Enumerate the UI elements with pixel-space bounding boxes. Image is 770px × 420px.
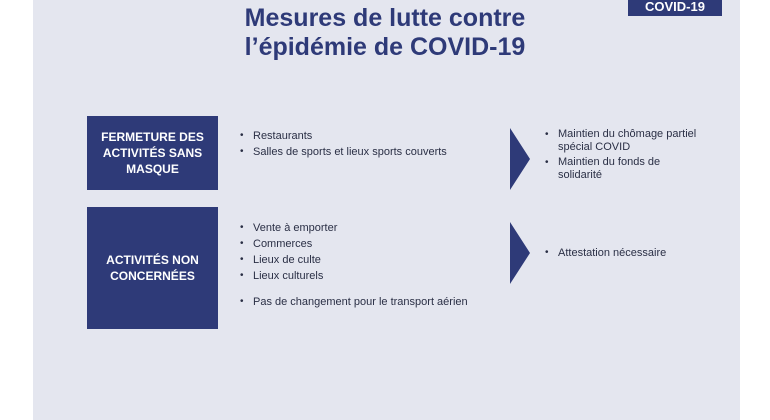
list-item: • Maintien du fonds de solidarité <box>545 156 705 182</box>
category-label-line: MASQUE <box>126 162 179 176</box>
list-item: • Restaurants <box>240 128 500 144</box>
title-line-1: Mesures de lutte contre <box>244 4 526 32</box>
unaffected-measures-list <box>545 245 705 261</box>
title-line-2: l’épidémie de COVID-19 <box>244 33 526 61</box>
list-item: • Lieux culturels <box>240 268 510 284</box>
category-label-line: ACTIVITÉS NON <box>106 253 199 267</box>
list-item: • Lieux de culte <box>240 252 510 268</box>
list-item: • Commerces <box>240 236 510 252</box>
list-item: • Maintien du chômage partiel spécial COVID <box>545 128 705 154</box>
page-title <box>140 4 630 62</box>
chevron-right-icon <box>510 222 530 284</box>
category-box-closure <box>87 116 218 190</box>
category-label-line: CONCERNÉES <box>110 269 195 283</box>
category-box-unaffected <box>87 207 218 329</box>
list-item: • Attestation nécessaire <box>545 245 705 261</box>
list-item: • Salles de sports et lieux sports couverts <box>240 144 500 160</box>
list-item: • Vente à emporter <box>240 220 510 236</box>
category-label-line: ACTIVITÉS SANS <box>102 146 203 160</box>
unaffected-items-list <box>240 220 510 310</box>
closure-measures-list <box>545 128 705 184</box>
closure-items-list <box>240 128 500 160</box>
category-label-line: FERMETURE DES <box>101 130 204 144</box>
chevron-right-icon <box>510 128 530 190</box>
list-item: • Pas de changement pour le transport aérien <box>240 294 510 310</box>
covid-tag: COVID-19 <box>628 0 722 16</box>
